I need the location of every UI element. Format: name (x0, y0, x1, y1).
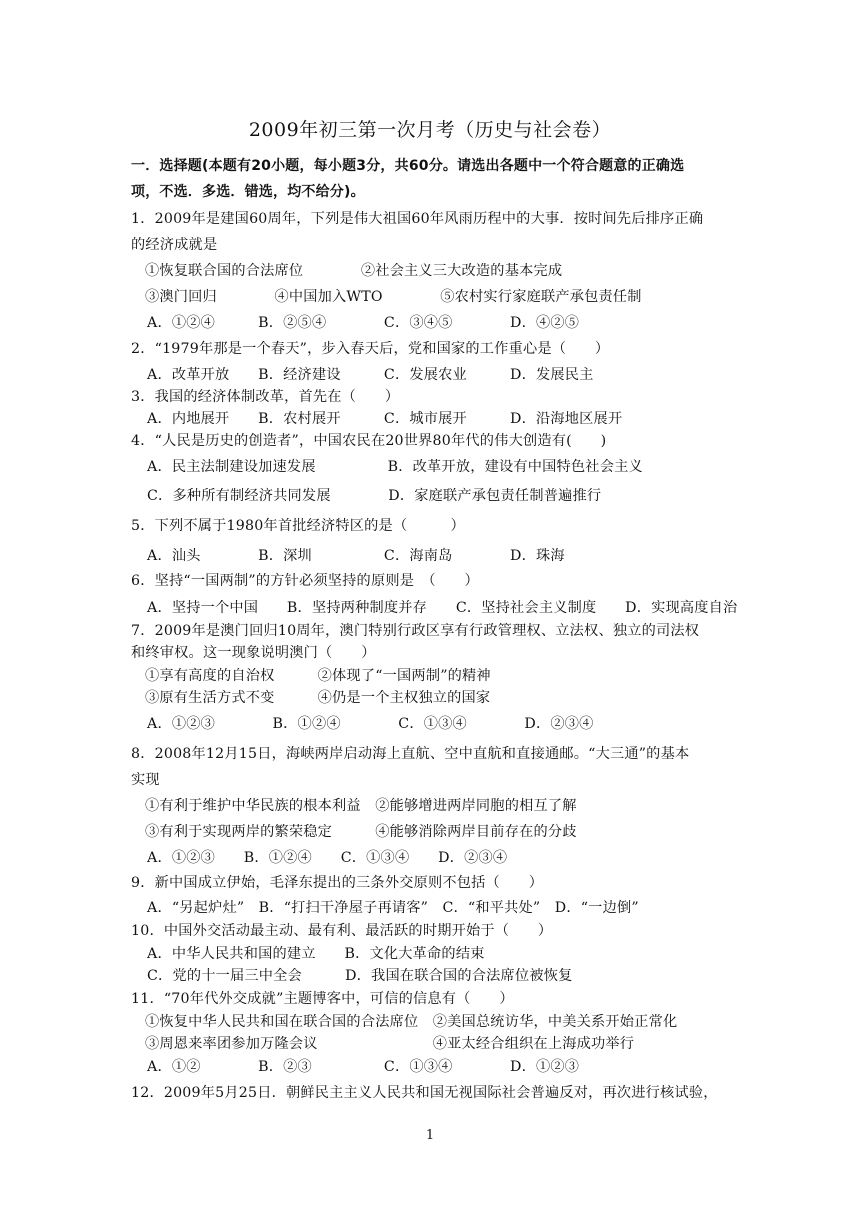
question-4-stem: 4．“人民是历史的创造者”，中国农民在20世界80年代的伟大创造有( ) (131, 433, 607, 449)
question-10-stem: 10．中国外交活动最主动、最有利、最活跃的时期开始于（ ） (131, 923, 553, 939)
question-2-stem: 2．“1979年那是一个春天”，步入春天后，党和国家的工作重心是（ ） (131, 341, 610, 357)
question-7-item-row: ③原有生活方式不变 ④仍是一个主权独立的国家 (145, 690, 491, 706)
question-6-stem: 6．坚持“一国两制”的方针必须坚持的原则是 （ ） (131, 573, 479, 589)
page-title: 2009年初三第一次月考（历史与社会卷） (248, 119, 612, 141)
question-3-options: A．内地展开 B．农村展开 C．城市展开 D．沿海地区展开 (147, 411, 623, 427)
question-1-stem: 1．2009年是建国60周年，下列是伟大祖国60年风雨历程中的大事．按时间先后排序正确 (131, 211, 704, 227)
question-5-options: A．汕头 B．深圳 C．海南岛 D．珠海 (147, 548, 565, 564)
question-8-item-row: ③有利于实现两岸的繁荣稳定 ④能够消除两岸目前存在的分歧 (145, 824, 577, 840)
question-1-item-row: ③澳门回归 ④中国加入WTO ⑤农村实行家庭联产承包责任制 (145, 289, 642, 305)
question-8-stem: 8．2008年12月15日，海峡两岸启动海上直航、空中直航和直接通邮。“大三通”的基本 (131, 746, 690, 762)
question-12-stem: 12．2009年5月25日．朝鲜民主主义人民共和国无视国际社会普遍反对，再次进行核试验， (131, 1085, 718, 1101)
question-5-stem: 5．下列不属于1980年首批经济特区的是（ ） (131, 518, 465, 534)
question-9-options: A．“另起炉灶” B．“打扫干净屋子再请客” C．“和平共处” D．“一边倒” (147, 900, 639, 916)
question-11-item-row: ①恢复中华人民共和国在联合国的合法席位 ②美国总统访华，中美关系开始正常化 (145, 1014, 678, 1030)
question-9-stem: 9．新中国成立伊始，毛泽东提出的三条外交原则不包括（ ） (131, 875, 544, 891)
question-3-stem: 3．我国的经济体制改革，首先在（ ） (131, 389, 400, 405)
question-11-options: A．①② B．②③ C．①③④ D．①②③ (147, 1059, 580, 1075)
question-11-stem: 11．“70年代外交成就”主题博客中，可信的信息有（ ） (131, 991, 514, 1007)
question-8-item-row: ①有利于维护中华民族的根本利益 ②能够增进两岸同胞的相互了解 (145, 798, 577, 814)
question-7-options: A．①②③ B．①②④ C．①③④ D．②③④ (147, 716, 594, 732)
question-2-options: A．改革开放 B．经济建设 C．发展农业 D．发展民主 (147, 367, 594, 383)
question-8-stem-cont: 实现 (131, 772, 160, 788)
question-4-options: C．多种所有制经济共同发展 D．家庭联产承包责任制普遍推行 (147, 488, 602, 504)
section-heading-line-1: 一．选择题(本题有20小题，每小题3分，共60分。请选出各题中一个符合题意的正确选 (131, 158, 685, 174)
question-6-options: A．坚持一个中国 B．坚持两种制度并存 C．坚持社会主义制度 D．实现高度自治 (147, 600, 738, 616)
question-8-options: A．①②③ B．①②④ C．①③④ D．②③④ (147, 850, 508, 866)
question-4-options: A．民主法制建设加速发展 B．改革开放，建设有中国特色社会主义 (147, 459, 643, 475)
question-1-item-row: ①恢复联合国的合法席位 ②社会主义三大改造的基本完成 (145, 263, 563, 279)
question-10-options: C．党的十一届三中全会 D．我国在联合国的合法席位被恢复 (147, 968, 573, 984)
question-11-item-row: ③周恩来率团参加万隆会议 ④亚太经合组织在上海成功举行 (145, 1036, 635, 1052)
question-7-stem-cont: 和终审权。这一现象说明澳门（ ） (131, 645, 376, 661)
question-7-item-row: ①享有高度的自治权 ②体现了“一国两制”的精神 (145, 668, 491, 684)
question-10-options: A．中华人民共和国的建立 B．文化大革命的结束 (147, 946, 485, 962)
section-heading-line-2: 项，不选．多选．错选，均不给分)。 (131, 184, 365, 200)
question-7-stem: 7．2009年是澳门回归10周年，澳门特别行政区享有行政管理权、立法权、独立的司法权 (131, 623, 700, 639)
question-1-options: A．①②④ B．②⑤④ C．③④⑤ D．④②⑤ (147, 315, 580, 331)
page-number: 1 (425, 1128, 435, 1143)
question-1-stem-cont: 的经济成就是 (131, 237, 218, 253)
